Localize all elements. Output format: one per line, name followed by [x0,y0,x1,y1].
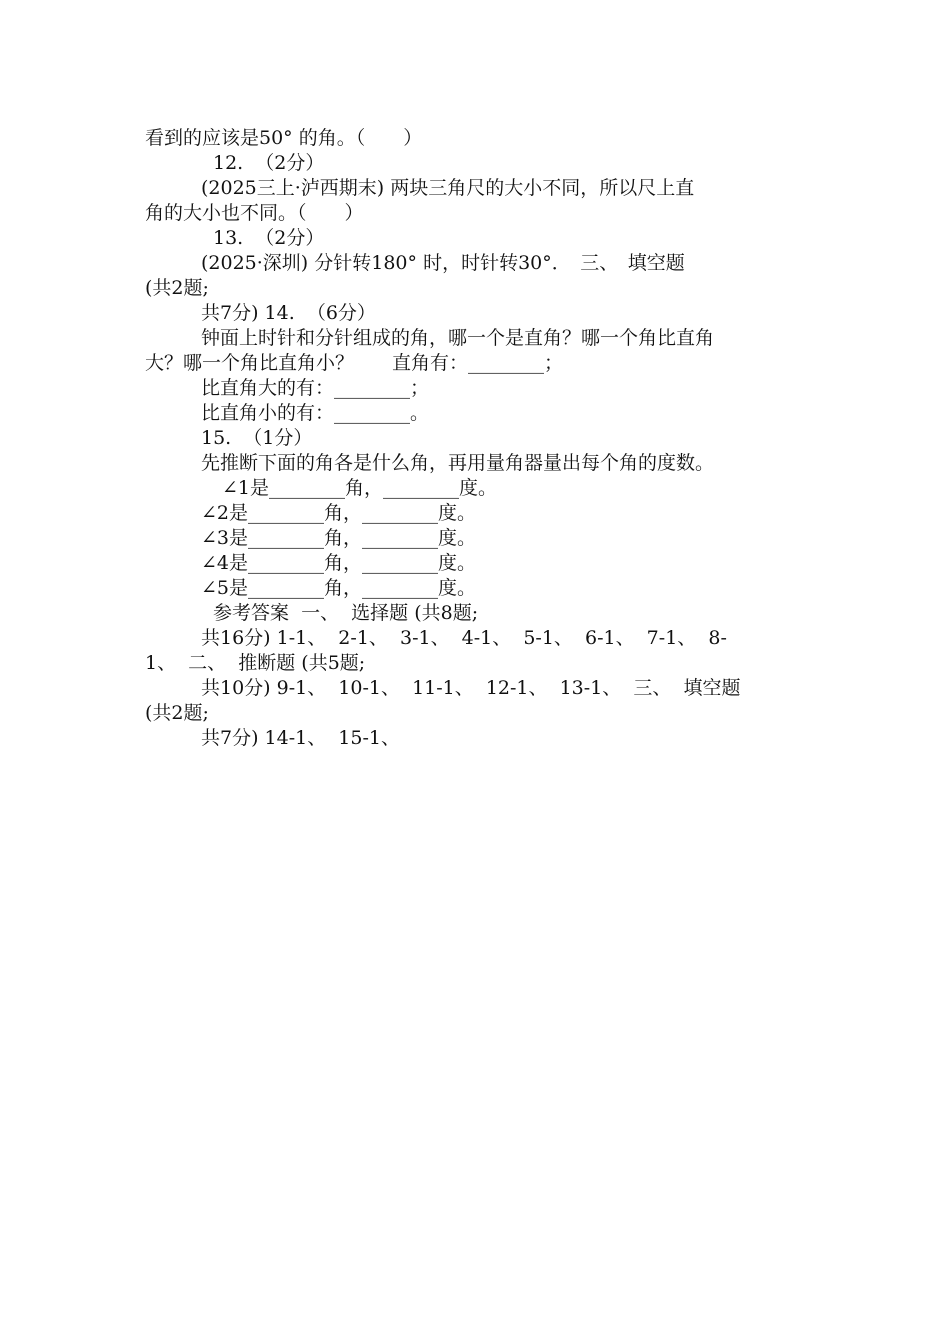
text-line: 看到的应该是50° 的角。（ ） [145,127,423,149]
question-12-text-cont: 角的大小也不同。（ ） [145,202,364,224]
answer-key-section-2-header: 1、 二、 推断题 (共5题; [145,652,366,674]
question-14-header: 共7分) 14. （6分） [201,302,376,324]
question-13-text: (2025·深圳) 分针转180° 时，时针转30°． 三、 填空题 [201,252,685,274]
answer-key-header: 参考答案 一、 选择题 (共8题; [213,602,479,624]
answer-key-section-2: 共10分) 9-1、 10-1、 11-1、 12-1、 13-1、 三、 填空题 [201,677,741,699]
section-3-count: (共2题; [145,277,209,299]
answer-key-section-3-header: (共2题; [145,702,209,724]
question-14-blank-larger: 比直角大的有：________； [201,377,430,399]
question-13-header: 13. （2分） [213,227,325,249]
angle-2-blank: ∠2是________角，________度。 [201,502,477,524]
question-14-text-cont: 大？哪一个角比直角小？ 直角有：________； [145,352,564,374]
question-12-header: 12. （2分） [213,152,325,174]
question-14-text: 钟面上时针和分针组成的角，哪一个是直角？哪一个角比直角 [201,327,715,349]
question-12-text: (2025三上·泸西期末) 两块三角尺的大小不同，所以尺上直 [201,177,695,199]
question-14-blank-smaller: 比直角小的有：________。 [201,402,430,424]
answer-key-section-3: 共7分) 14-1、 15-1、 [201,727,400,749]
angle-1-blank: ∠1是________角，________度。 [222,477,498,499]
angle-5-blank: ∠5是________角，________度。 [201,577,477,599]
question-15-header: 15. （1分） [201,427,313,449]
angle-3-blank: ∠3是________角，________度。 [201,527,477,549]
question-15-text: 先推断下面的角各是什么角，再用量角器量出每个角的度数。 [201,452,715,474]
angle-4-blank: ∠4是________角，________度。 [201,552,477,574]
answer-key-section-1: 共16分) 1-1、 2-1、 3-1、 4-1、 5-1、 6-1、 7-1、 8- [201,627,727,649]
